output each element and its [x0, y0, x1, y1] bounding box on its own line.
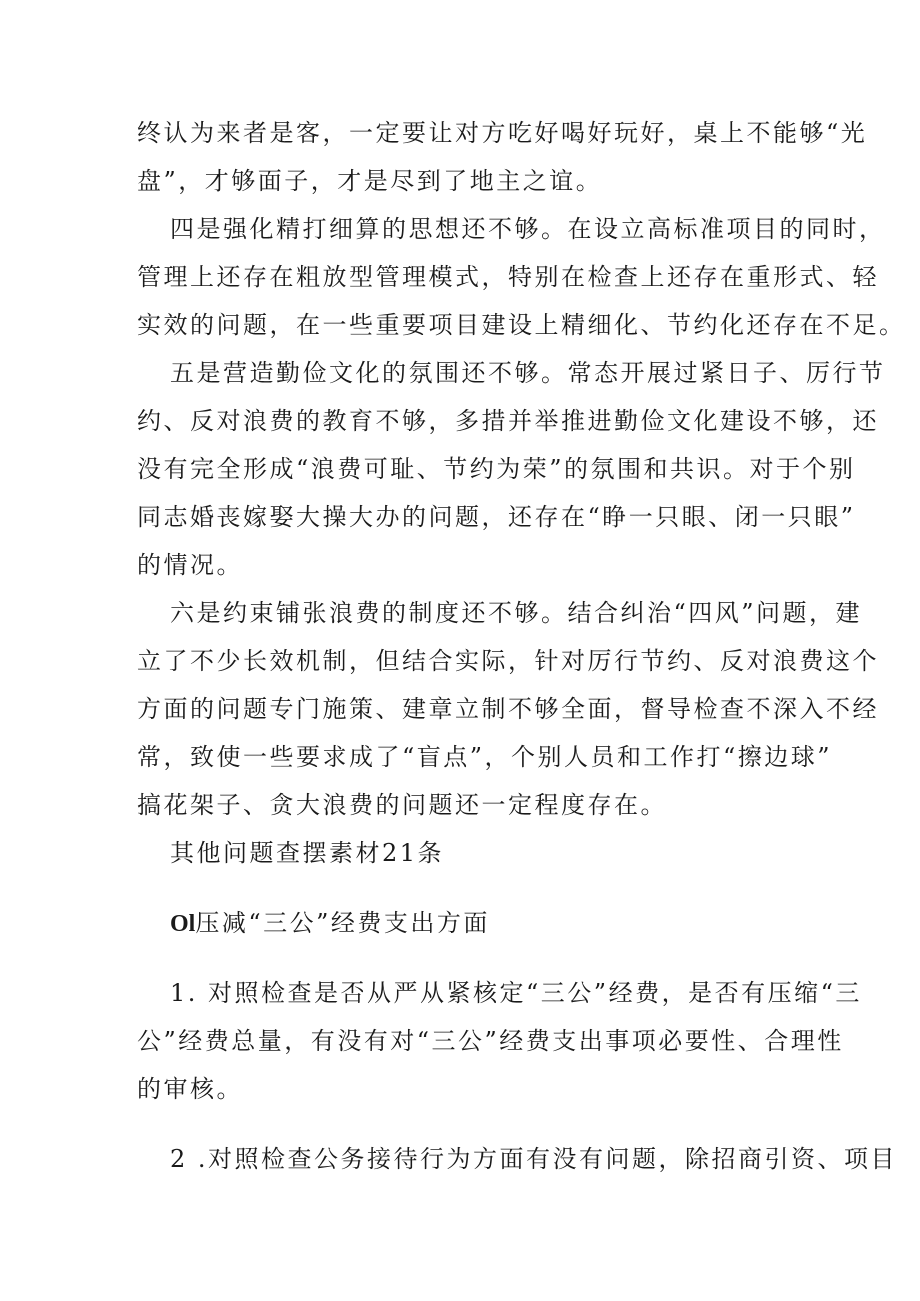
paragraph-line: 实效的问题，在一些重要项目建设上精细化、节约化还存在不足。 [137, 311, 906, 339]
paragraph-line: 盘”，才够面子，才是尽到了地主之谊。 [137, 167, 603, 195]
list-item-line: 2 .对照检查公务接待行为方面有没有问题，除招商引资、项目 [170, 1145, 898, 1173]
paragraph-line: 常，致使一些要求成了“盲点”，个别人员和工作打“擦边球” [137, 743, 833, 771]
list-item-line: 1. 对照检查是否从严从紧核定“三公”经费，是否有压缩“三 [170, 979, 862, 1007]
paragraph-line: 约、反对浪费的教育不够，多措并举推进勤俭文化建设不够，还 [137, 407, 879, 435]
list-item-line: 的审核。 [137, 1075, 243, 1103]
paragraph-line: 管理上还存在粗放型管理模式，特别在检查上还存在重形式、轻 [137, 263, 879, 291]
section-heading-mark: Ol [170, 911, 196, 937]
paragraph-line: 的情况。 [137, 551, 243, 579]
paragraph-line: 立了不少长效机制，但结合实际，针对厉行节约、反对浪费这个 [137, 647, 879, 675]
paragraph-line: 六是约束铺张浪费的制度还不够。结合纠治“四风”问题，建 [170, 599, 863, 627]
section-heading [170, 908, 797, 939]
paragraph-line: 终认为来者是客，一定要让对方吃好喝好玩好，桌上不能够“光 [137, 119, 868, 147]
materials-title: 其他问题查摆素材21条 [170, 839, 445, 867]
paragraph-line: 没有完全形成“浪费可耻、节约为荣”的氛围和共识。对于个别 [137, 455, 856, 483]
paragraph-line: 搞花架子、贪大浪费的问题还一定程度存在。 [137, 791, 667, 819]
list-item-line: 公”经费总量，有没有对“三公”经费支出事项必要性、合理性 [137, 1027, 844, 1055]
paragraph-line: 同志婚丧嫁娶大操大办的问题，还存在“睁一只眼、闭一只眼” [137, 503, 856, 531]
paragraph-line: 五是营造勤俭文化的氛围还不够。常态开展过紧日子、厉行节 [170, 359, 886, 387]
paragraph-line: 四是强化精打细算的思想还不够。在设立高标准项目的同时， [170, 215, 886, 243]
section-heading-text: 压减“三公”经费支出方面 [195, 909, 490, 937]
paragraph-line: 方面的问题专门施策、建章立制不够全面，督导检查不深入不经 [137, 695, 879, 723]
